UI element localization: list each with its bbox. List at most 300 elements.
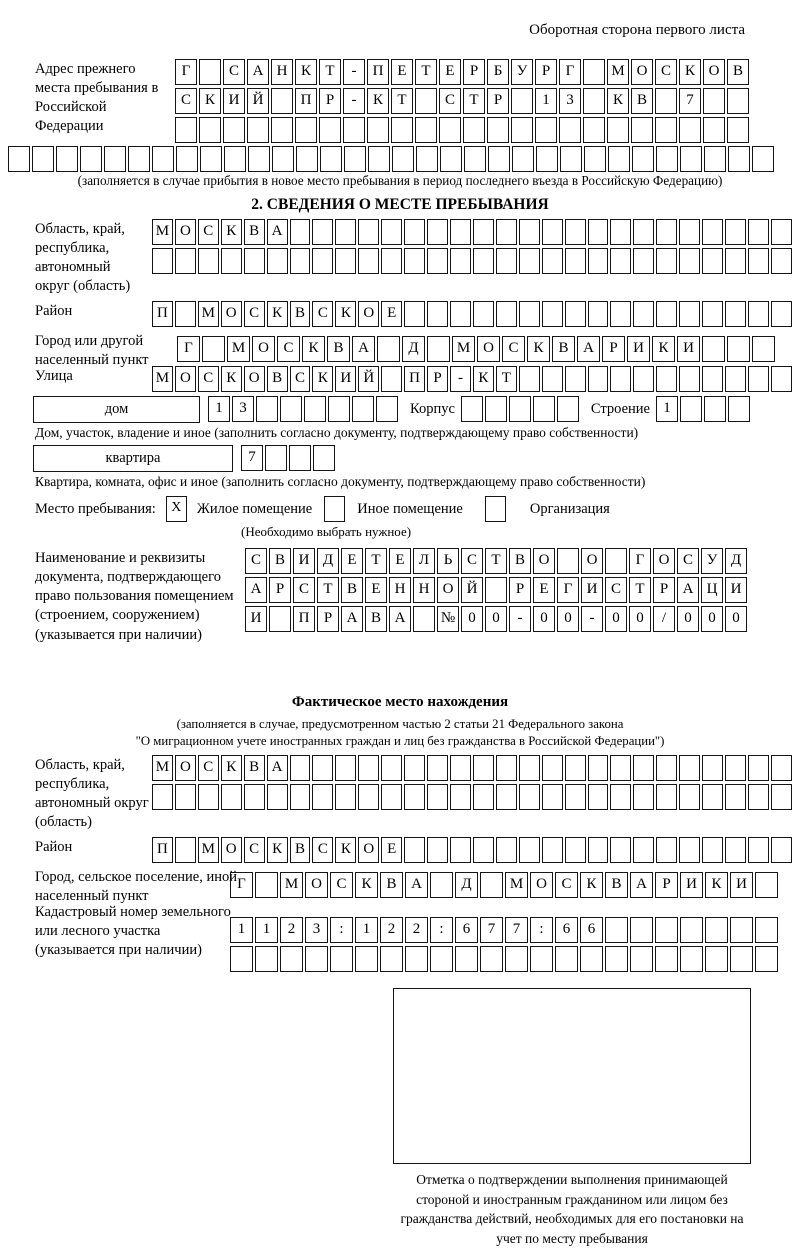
char-cell[interactable] (335, 248, 356, 274)
char-cell[interactable] (404, 755, 425, 781)
char-cell[interactable]: Ц (701, 577, 723, 603)
char-cell[interactable]: А (577, 336, 600, 362)
char-cell[interactable] (480, 946, 503, 972)
char-cell[interactable] (358, 219, 379, 245)
char-cell[interactable] (771, 784, 792, 810)
char-cell[interactable] (455, 946, 478, 972)
char-cell[interactable] (198, 248, 219, 274)
char-cell[interactable] (381, 784, 402, 810)
char-cell[interactable] (655, 917, 678, 943)
char-cell[interactable]: В (267, 366, 288, 392)
char-cell[interactable] (352, 396, 374, 422)
char-cell[interactable]: М (505, 872, 528, 898)
char-cell[interactable] (583, 59, 605, 85)
char-cell[interactable] (355, 946, 378, 972)
char-cell[interactable]: : (330, 917, 353, 943)
char-cell[interactable]: К (221, 219, 242, 245)
char-cell[interactable] (656, 366, 677, 392)
char-cell[interactable]: П (404, 366, 425, 392)
char-cell[interactable]: М (280, 872, 303, 898)
char-cell[interactable]: О (530, 872, 553, 898)
char-cell[interactable]: К (705, 872, 728, 898)
char-cell[interactable]: О (581, 548, 603, 574)
char-cell[interactable] (703, 117, 725, 143)
char-cell[interactable]: О (175, 219, 196, 245)
char-cell[interactable] (588, 784, 609, 810)
char-cell[interactable]: 0 (629, 606, 651, 632)
char-cell[interactable] (583, 88, 605, 114)
char-cell[interactable]: И (581, 577, 603, 603)
char-cell[interactable] (542, 366, 563, 392)
char-cell[interactable] (450, 248, 471, 274)
char-cell[interactable]: Т (391, 88, 413, 114)
char-cell[interactable]: В (244, 219, 265, 245)
char-cell[interactable]: / (653, 606, 675, 632)
char-cell[interactable]: Б (487, 59, 509, 85)
char-cell[interactable]: О (703, 59, 725, 85)
char-cell[interactable] (632, 146, 654, 172)
char-cell[interactable] (752, 146, 774, 172)
char-cell[interactable] (404, 784, 425, 810)
char-cell[interactable] (473, 784, 494, 810)
char-cell[interactable]: М (152, 366, 173, 392)
char-cell[interactable]: С (461, 548, 483, 574)
char-cell[interactable] (748, 219, 769, 245)
char-cell[interactable] (304, 396, 326, 422)
char-cell[interactable] (542, 784, 563, 810)
char-cell[interactable]: М (607, 59, 629, 85)
char-cell[interactable]: В (605, 872, 628, 898)
char-cell[interactable] (588, 248, 609, 274)
char-cell[interactable]: Т (317, 577, 339, 603)
char-cell[interactable] (728, 396, 750, 422)
char-cell[interactable] (200, 146, 222, 172)
char-cell[interactable] (404, 301, 425, 327)
char-cell[interactable]: К (335, 301, 356, 327)
char-cell[interactable] (610, 837, 631, 863)
char-cell[interactable]: С (312, 301, 333, 327)
char-cell[interactable]: С (244, 301, 265, 327)
char-cell[interactable] (176, 146, 198, 172)
char-cell[interactable]: Т (629, 577, 651, 603)
char-cell[interactable]: К (221, 755, 242, 781)
residential-checkbox[interactable]: X (166, 496, 187, 522)
char-cell[interactable] (224, 146, 246, 172)
char-cell[interactable] (655, 946, 678, 972)
char-cell[interactable] (473, 837, 494, 863)
char-cell[interactable] (608, 146, 630, 172)
char-cell[interactable] (519, 219, 540, 245)
char-cell[interactable] (255, 946, 278, 972)
char-cell[interactable] (505, 946, 528, 972)
char-cell[interactable]: - (343, 59, 365, 85)
char-cell[interactable] (725, 755, 746, 781)
char-cell[interactable]: А (389, 606, 411, 632)
char-cell[interactable]: Г (557, 577, 579, 603)
char-cell[interactable] (404, 219, 425, 245)
char-cell[interactable]: 2 (380, 917, 403, 943)
char-cell[interactable]: В (269, 548, 291, 574)
char-cell[interactable] (565, 366, 586, 392)
char-cell[interactable] (725, 837, 746, 863)
char-cell[interactable]: С (277, 336, 300, 362)
char-cell[interactable] (313, 445, 335, 471)
char-cell[interactable] (519, 755, 540, 781)
char-cell[interactable] (256, 396, 278, 422)
char-cell[interactable]: К (473, 366, 494, 392)
char-cell[interactable]: С (293, 577, 315, 603)
char-cell[interactable] (335, 755, 356, 781)
char-cell[interactable]: Е (365, 577, 387, 603)
char-cell[interactable] (588, 219, 609, 245)
char-cell[interactable] (290, 755, 311, 781)
char-cell[interactable] (344, 146, 366, 172)
char-cell[interactable] (391, 117, 413, 143)
char-cell[interactable] (381, 219, 402, 245)
char-cell[interactable]: М (227, 336, 250, 362)
char-cell[interactable]: А (405, 872, 428, 898)
char-cell[interactable] (509, 396, 531, 422)
char-cell[interactable] (416, 146, 438, 172)
char-cell[interactable] (404, 248, 425, 274)
char-cell[interactable] (335, 219, 356, 245)
char-cell[interactable] (748, 784, 769, 810)
char-cell[interactable] (584, 146, 606, 172)
char-cell[interactable]: 1 (656, 396, 678, 422)
char-cell[interactable]: О (175, 755, 196, 781)
char-cell[interactable] (199, 59, 221, 85)
char-cell[interactable] (725, 248, 746, 274)
char-cell[interactable] (542, 837, 563, 863)
char-cell[interactable] (702, 336, 725, 362)
char-cell[interactable]: Р (535, 59, 557, 85)
char-cell[interactable]: А (352, 336, 375, 362)
char-cell[interactable] (655, 88, 677, 114)
char-cell[interactable]: С (312, 837, 333, 863)
char-cell[interactable] (496, 837, 517, 863)
char-cell[interactable] (56, 146, 78, 172)
char-cell[interactable]: О (358, 837, 379, 863)
char-cell[interactable] (680, 917, 703, 943)
char-cell[interactable]: И (725, 577, 747, 603)
char-cell[interactable] (771, 366, 792, 392)
char-cell[interactable] (583, 117, 605, 143)
char-cell[interactable]: С (198, 755, 219, 781)
char-cell[interactable] (702, 366, 723, 392)
char-cell[interactable] (8, 146, 30, 172)
char-cell[interactable]: О (221, 301, 242, 327)
char-cell[interactable] (725, 219, 746, 245)
char-cell[interactable] (656, 755, 677, 781)
char-cell[interactable]: Г (629, 548, 651, 574)
char-cell[interactable] (290, 219, 311, 245)
char-cell[interactable]: 7 (679, 88, 701, 114)
char-cell[interactable]: Т (365, 548, 387, 574)
char-cell[interactable] (748, 755, 769, 781)
char-cell[interactable]: С (502, 336, 525, 362)
char-cell[interactable] (771, 248, 792, 274)
char-cell[interactable]: В (327, 336, 350, 362)
char-cell[interactable]: 0 (605, 606, 627, 632)
char-cell[interactable]: К (267, 837, 288, 863)
char-cell[interactable] (247, 117, 269, 143)
char-cell[interactable] (605, 917, 628, 943)
char-cell[interactable]: В (380, 872, 403, 898)
char-cell[interactable]: 0 (485, 606, 507, 632)
char-cell[interactable] (427, 784, 448, 810)
char-cell[interactable] (496, 755, 517, 781)
char-cell[interactable] (358, 755, 379, 781)
char-cell[interactable]: О (358, 301, 379, 327)
char-cell[interactable] (727, 88, 749, 114)
char-cell[interactable] (610, 248, 631, 274)
char-cell[interactable]: К (580, 872, 603, 898)
char-cell[interactable]: Т (463, 88, 485, 114)
char-cell[interactable]: Й (247, 88, 269, 114)
char-cell[interactable]: Р (319, 88, 341, 114)
char-cell[interactable] (473, 219, 494, 245)
char-cell[interactable]: Р (463, 59, 485, 85)
char-cell[interactable] (415, 88, 437, 114)
char-cell[interactable] (367, 117, 389, 143)
char-cell[interactable]: Д (455, 872, 478, 898)
char-cell[interactable]: У (701, 548, 723, 574)
char-cell[interactable]: С (330, 872, 353, 898)
char-cell[interactable] (312, 755, 333, 781)
char-cell[interactable]: Е (533, 577, 555, 603)
char-cell[interactable] (427, 301, 448, 327)
char-cell[interactable] (305, 946, 328, 972)
char-cell[interactable] (312, 219, 333, 245)
char-cell[interactable] (705, 917, 728, 943)
char-cell[interactable] (702, 301, 723, 327)
char-cell[interactable]: С (439, 88, 461, 114)
char-cell[interactable] (727, 336, 750, 362)
char-cell[interactable] (427, 837, 448, 863)
char-cell[interactable] (271, 88, 293, 114)
char-cell[interactable]: В (341, 577, 363, 603)
char-cell[interactable]: 1 (208, 396, 230, 422)
char-cell[interactable] (610, 219, 631, 245)
char-cell[interactable]: Е (389, 548, 411, 574)
char-cell[interactable]: С (244, 837, 265, 863)
char-cell[interactable] (335, 784, 356, 810)
char-cell[interactable]: 0 (461, 606, 483, 632)
char-cell[interactable] (727, 117, 749, 143)
char-cell[interactable]: О (221, 837, 242, 863)
char-cell[interactable] (705, 946, 728, 972)
char-cell[interactable]: О (477, 336, 500, 362)
char-cell[interactable]: И (730, 872, 753, 898)
char-cell[interactable]: О (305, 872, 328, 898)
char-cell[interactable] (320, 146, 342, 172)
char-cell[interactable] (198, 784, 219, 810)
char-cell[interactable] (104, 146, 126, 172)
char-cell[interactable] (496, 784, 517, 810)
char-cell[interactable]: Е (381, 837, 402, 863)
char-cell[interactable] (430, 872, 453, 898)
char-cell[interactable]: С (555, 872, 578, 898)
char-cell[interactable] (704, 146, 726, 172)
char-cell[interactable] (630, 946, 653, 972)
char-cell[interactable] (427, 755, 448, 781)
char-cell[interactable]: К (679, 59, 701, 85)
char-cell[interactable]: Е (381, 301, 402, 327)
char-cell[interactable]: С (175, 88, 197, 114)
char-cell[interactable]: 6 (580, 917, 603, 943)
char-cell[interactable] (748, 837, 769, 863)
char-cell[interactable] (730, 917, 753, 943)
char-cell[interactable]: К (367, 88, 389, 114)
char-cell[interactable]: В (552, 336, 575, 362)
char-cell[interactable] (633, 755, 654, 781)
char-cell[interactable]: В (509, 548, 531, 574)
char-cell[interactable]: М (152, 755, 173, 781)
char-cell[interactable] (656, 837, 677, 863)
char-cell[interactable]: М (198, 837, 219, 863)
char-cell[interactable]: С (655, 59, 677, 85)
char-cell[interactable] (633, 219, 654, 245)
char-cell[interactable] (380, 946, 403, 972)
char-cell[interactable]: Н (389, 577, 411, 603)
char-cell[interactable]: Р (602, 336, 625, 362)
char-cell[interactable] (440, 146, 462, 172)
char-cell[interactable] (542, 248, 563, 274)
char-cell[interactable] (280, 946, 303, 972)
char-cell[interactable] (175, 784, 196, 810)
char-cell[interactable]: В (290, 837, 311, 863)
char-cell[interactable] (728, 146, 750, 172)
char-cell[interactable] (473, 248, 494, 274)
char-cell[interactable] (430, 946, 453, 972)
char-cell[interactable] (702, 248, 723, 274)
char-cell[interactable]: - (581, 606, 603, 632)
char-cell[interactable] (656, 146, 678, 172)
char-cell[interactable] (485, 396, 507, 422)
char-cell[interactable] (439, 117, 461, 143)
char-cell[interactable]: О (175, 366, 196, 392)
char-cell[interactable] (289, 445, 311, 471)
char-cell[interactable]: С (245, 548, 267, 574)
char-cell[interactable] (565, 755, 586, 781)
char-cell[interactable]: В (727, 59, 749, 85)
char-cell[interactable] (312, 248, 333, 274)
char-cell[interactable] (680, 146, 702, 172)
char-cell[interactable] (656, 248, 677, 274)
char-cell[interactable] (358, 784, 379, 810)
char-cell[interactable] (771, 837, 792, 863)
char-cell[interactable] (427, 336, 450, 362)
char-cell[interactable]: : (430, 917, 453, 943)
char-cell[interactable] (725, 366, 746, 392)
char-cell[interactable] (755, 917, 778, 943)
char-cell[interactable]: 6 (555, 917, 578, 943)
char-cell[interactable]: К (355, 872, 378, 898)
char-cell[interactable]: А (630, 872, 653, 898)
char-cell[interactable] (655, 117, 677, 143)
char-cell[interactable] (487, 117, 509, 143)
char-cell[interactable] (542, 301, 563, 327)
char-cell[interactable] (290, 784, 311, 810)
char-cell[interactable]: М (198, 301, 219, 327)
char-cell[interactable]: Г (230, 872, 253, 898)
char-cell[interactable] (175, 837, 196, 863)
char-cell[interactable]: 1 (255, 917, 278, 943)
char-cell[interactable] (255, 872, 278, 898)
char-cell[interactable] (725, 301, 746, 327)
char-cell[interactable]: 7 (480, 917, 503, 943)
char-cell[interactable] (535, 117, 557, 143)
char-cell[interactable]: 3 (559, 88, 581, 114)
char-cell[interactable] (377, 336, 400, 362)
char-cell[interactable]: 0 (701, 606, 723, 632)
char-cell[interactable] (533, 396, 555, 422)
char-cell[interactable]: В (244, 755, 265, 781)
char-cell[interactable] (560, 146, 582, 172)
char-cell[interactable]: 6 (455, 917, 478, 943)
char-cell[interactable] (542, 219, 563, 245)
char-cell[interactable] (244, 784, 265, 810)
char-cell[interactable]: Й (358, 366, 379, 392)
char-cell[interactable]: В (365, 606, 387, 632)
char-cell[interactable]: А (267, 755, 288, 781)
char-cell[interactable] (450, 837, 471, 863)
char-cell[interactable] (512, 146, 534, 172)
char-cell[interactable]: К (312, 366, 333, 392)
char-cell[interactable]: 1 (355, 917, 378, 943)
char-cell[interactable] (461, 396, 483, 422)
char-cell[interactable] (343, 117, 365, 143)
char-cell[interactable]: О (653, 548, 675, 574)
char-cell[interactable] (702, 755, 723, 781)
char-cell[interactable] (328, 396, 350, 422)
char-cell[interactable] (557, 396, 579, 422)
char-cell[interactable]: П (293, 606, 315, 632)
char-cell[interactable] (381, 366, 402, 392)
char-cell[interactable] (152, 248, 173, 274)
char-cell[interactable] (656, 219, 677, 245)
char-cell[interactable] (519, 784, 540, 810)
char-cell[interactable] (280, 396, 302, 422)
char-cell[interactable]: В (631, 88, 653, 114)
char-cell[interactable] (542, 755, 563, 781)
char-cell[interactable]: И (335, 366, 356, 392)
char-cell[interactable] (565, 301, 586, 327)
char-cell[interactable] (381, 248, 402, 274)
char-cell[interactable]: О (252, 336, 275, 362)
char-cell[interactable] (702, 219, 723, 245)
char-cell[interactable]: Р (509, 577, 531, 603)
char-cell[interactable]: М (452, 336, 475, 362)
char-cell[interactable]: Р (269, 577, 291, 603)
char-cell[interactable] (725, 784, 746, 810)
char-cell[interactable] (752, 336, 775, 362)
char-cell[interactable] (381, 755, 402, 781)
char-cell[interactable]: 2 (280, 917, 303, 943)
char-cell[interactable] (610, 784, 631, 810)
char-cell[interactable] (450, 755, 471, 781)
char-cell[interactable] (679, 219, 700, 245)
char-cell[interactable] (588, 755, 609, 781)
char-cell[interactable] (32, 146, 54, 172)
char-cell[interactable]: - (509, 606, 531, 632)
char-cell[interactable]: № (437, 606, 459, 632)
char-cell[interactable] (413, 606, 435, 632)
char-cell[interactable] (748, 301, 769, 327)
char-cell[interactable] (679, 248, 700, 274)
char-cell[interactable] (415, 117, 437, 143)
char-cell[interactable]: И (680, 872, 703, 898)
